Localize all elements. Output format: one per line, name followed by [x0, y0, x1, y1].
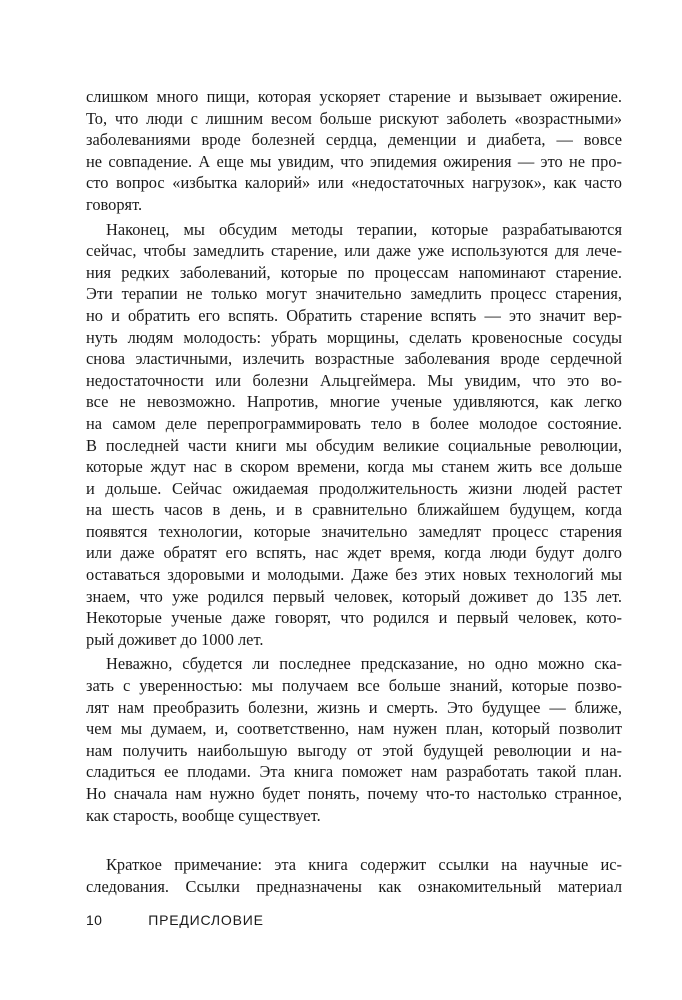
- text-line: или даже обратят его вспять, нас ждет время, когда люди будут долго: [86, 543, 622, 563]
- text-line: Но сначала нам нужно будет понять, почему что-то настолько странное,: [86, 784, 622, 803]
- text-line: чем мы думаем, и, соответственно, нам нужен план, который позволит: [86, 719, 622, 739]
- text-line: нам получить наибольшую выгоду от этой будущей революции и на-: [86, 740, 622, 760]
- text-line: снова эластичными, излечить возрастные заболевания вроде сердечной: [86, 349, 622, 369]
- paragraph-2: [86, 219, 622, 651]
- text-line: сладиться ее плодами. Эта книга поможет нам разработать такой план.: [86, 762, 622, 782]
- text-line: недостаточности или болезни Альцгеймера. Мы увидим, что это во-: [86, 370, 622, 390]
- text-line: появятся технологии, которые значительно замедлят процесс старения: [86, 521, 622, 541]
- page-number: 10: [86, 912, 103, 928]
- running-head: ПРЕДИСЛОВИЕ: [148, 912, 264, 928]
- text-line: следования. Ссылки предназначены как ознакомительный материал: [86, 876, 622, 896]
- text-line: которые ждут нас в скором времени, когда мы станем жить все дольше: [86, 457, 622, 477]
- text-line: оставаться здоровыми и молодыми. Даже без этих новых технологий мы: [86, 565, 622, 585]
- paragraph-4-note: [86, 854, 622, 897]
- paragraph-1: [86, 86, 622, 216]
- text-line: не совпадение. А еще мы увидим, что эпидемия ожирения — это не про-: [86, 151, 622, 171]
- text-line: и дольше. Сейчас ожидаемая продолжительность жизни людей растет: [86, 478, 622, 498]
- text-line: как старость, вообще существует.: [86, 805, 321, 825]
- text-line: заболеваниями вроде болезней сердца, деменции и диабета, — вовсе: [86, 130, 622, 150]
- text-line: знаем, что уже родился первый человек, который доживет до 135 лет.: [86, 586, 622, 606]
- text-line: на шесть часов в день, и в сравнительно ближайшем будущем, когда: [86, 500, 622, 520]
- text-line: Некоторые ученые даже говорят, что родился и первый человек, кото-: [86, 608, 622, 628]
- text-line: нуть людям молодость: убрать морщины, сделать кровеносные сосуды: [86, 327, 622, 347]
- text-line: сейчас, чтобы замедлить старение, или даже уже используются для лече-: [86, 241, 622, 261]
- text-line: но и обратить его вспять. Обратить старение вспять — это значит вер-: [86, 305, 622, 325]
- text-line: говорят.: [86, 194, 143, 214]
- text-line: лят нам преобразить болезни, жизнь и смерть. Это будущее — ближе,: [86, 697, 622, 717]
- text-line: зать с уверенностью: мы получаем все больше знаний, которые позво-: [86, 676, 622, 696]
- paragraph-3: [86, 653, 622, 826]
- text-line: Краткое примечание: эта книга содержит ссылки на научные ис-: [106, 855, 622, 875]
- text-line: В последней части книги мы обсудим великие социальные революции,: [86, 435, 622, 455]
- page-footer: [86, 912, 264, 928]
- text-line: ния редких заболеваний, которые по процессам напоминают старение.: [86, 262, 622, 282]
- text-line: сто вопрос «избытка калорий» или «недостаточных нагрузок», как часто: [86, 173, 622, 193]
- page-body: [86, 86, 622, 897]
- text-line: То, что люди с лишним весом больше рискуют заболеть «возрастными»: [86, 108, 622, 128]
- text-line: на самом деле перепрограммировать тело в более молодое состояние.: [86, 413, 622, 433]
- text-line: Эти терапии не только могут значительно замедлить процесс старения,: [86, 284, 622, 304]
- text-line: все не невозможно. Напротив, многие ученые удивляются, как легко: [86, 392, 622, 412]
- text-line: Наконец, мы обсудим методы терапии, которые разрабатываются: [106, 219, 622, 239]
- text-line: Неважно, сбудется ли последнее предсказание, но одно можно ска-: [106, 654, 622, 674]
- text-line: слишком много пищи, которая ускоряет старение и вызывает ожирение.: [86, 87, 622, 106]
- text-line: рый доживет до 1000 лет.: [86, 629, 264, 649]
